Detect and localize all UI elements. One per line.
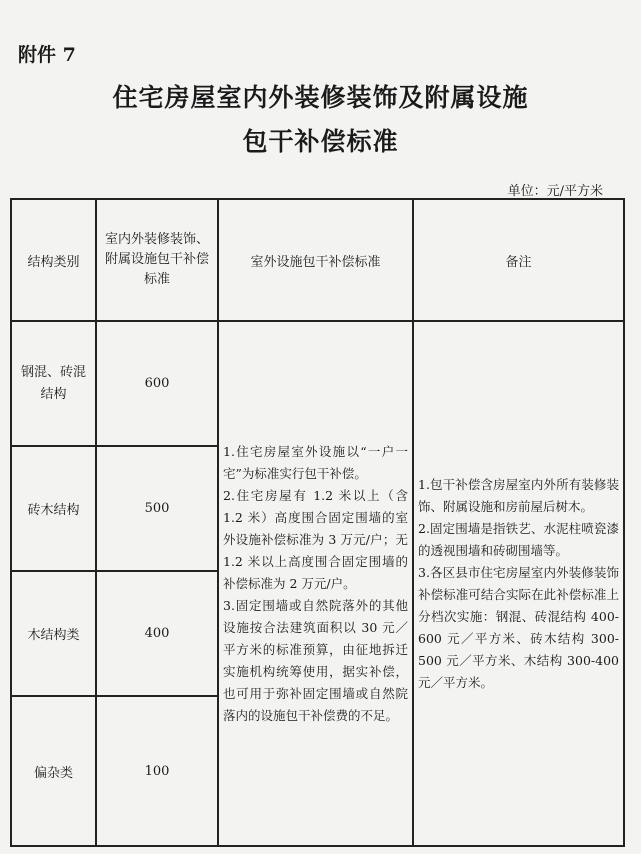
table-header-row bbox=[11, 199, 624, 321]
row-category: 偏杂类 bbox=[11, 696, 96, 846]
document-title-line1: 住宅房屋室内外装修装饰及附属设施 bbox=[112, 83, 529, 112]
outdoor-note: 3.固定围墙或自然院落外的其他设施按合法建筑面积以 30 元／平方米的标准预算，由征地拆迁实施机构统筹使用，据实补偿，也可用于弥补固定围墙或自然院落内的设施包干补偿费的不足。 bbox=[223, 597, 408, 723]
header-structure-type: 结构类别 bbox=[11, 199, 96, 321]
attachment-label: 附件 7 bbox=[18, 44, 76, 66]
row-category: 砖木结构 bbox=[11, 446, 96, 571]
header-indoor-standard: 室内外装修装饰、附属设施包干补偿标准 bbox=[96, 199, 218, 321]
header-outdoor-standard: 室外设施包干补偿标准 bbox=[218, 199, 413, 321]
document-title-line2: 包干补偿标准 bbox=[242, 127, 399, 156]
header-remarks: 备注 bbox=[413, 199, 624, 321]
row-standard: 400 bbox=[96, 571, 218, 696]
row-category: 钢混、砖混结构 bbox=[11, 321, 96, 446]
row-category: 木结构类 bbox=[11, 571, 96, 696]
remark: 3.各区县市住宅房屋室内外装修装饰补偿标准可结合实际在此补偿标准上分档次实施：钢混、砖混结构 400-600 元／平方米、砖木结构 300-500 元／平方米、木结构 300-400 元／平方米。 bbox=[418, 564, 619, 690]
compensation-table bbox=[10, 198, 625, 847]
row-standard: 600 bbox=[96, 321, 218, 446]
remark: 2.固定围墙是指铁艺、水泥柱喷瓷漆的透视围墙和砖砌围墙等。 bbox=[418, 520, 619, 558]
row-standard: 100 bbox=[96, 696, 218, 846]
outdoor-note: 1.住宅房屋室外设施以“一户一宅”为标准实行包干补偿。 bbox=[223, 443, 408, 481]
row-standard: 500 bbox=[96, 446, 218, 571]
unit-label: 单位：元/平方米 bbox=[507, 184, 603, 199]
table-row bbox=[11, 321, 624, 446]
remark: 1.包干补偿含房屋室内外所有装修装饰、附属设施和房前屋后树木。 bbox=[418, 476, 619, 514]
outdoor-note: 2.住宅房屋有 1.2 米以上（含 1.2 米）高度围合固定围墙的室外设施补偿标准为 3 万元/户；无 1.2 米以上高度围合固定围墙的补偿标准为 2 万元/户。 bbox=[223, 487, 408, 591]
outdoor-standard-cell bbox=[218, 321, 413, 846]
remarks-cell bbox=[413, 321, 624, 846]
